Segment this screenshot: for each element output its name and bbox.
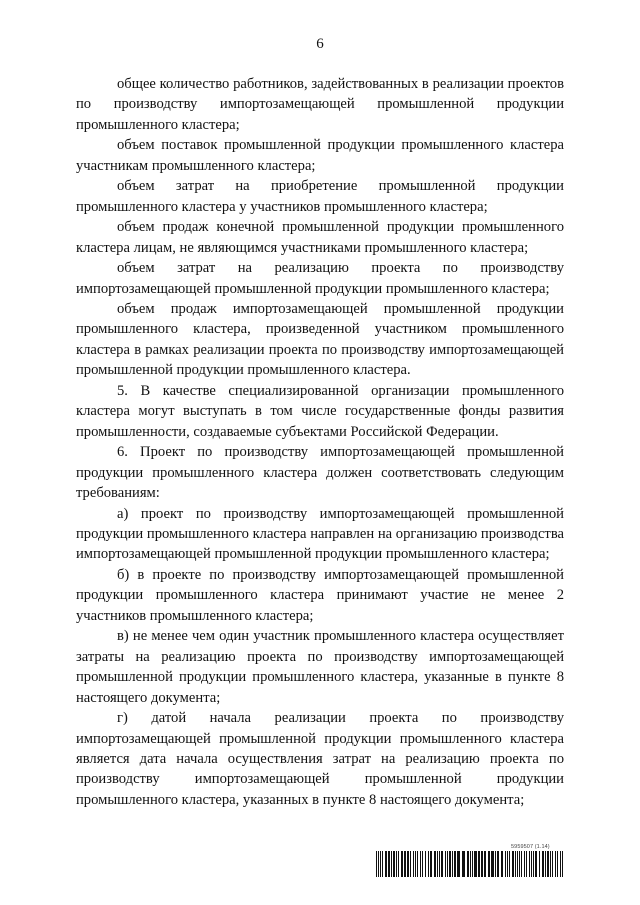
barcode-bar bbox=[539, 851, 540, 877]
barcode-bar bbox=[391, 851, 392, 877]
barcode-bar bbox=[425, 851, 426, 877]
barcode-bar bbox=[417, 851, 418, 877]
barcode-icon bbox=[376, 851, 564, 877]
barcode-bar bbox=[524, 851, 525, 877]
barcode-bar bbox=[474, 851, 477, 877]
barcode-bar bbox=[478, 851, 480, 877]
barcode-bar bbox=[449, 851, 451, 877]
paragraph-project-costs: объем затрат на реализацию проекта по производству импортозамещающей промышленной продукции промышленного кластера; bbox=[76, 260, 564, 297]
barcode-bar bbox=[430, 851, 432, 877]
barcode-bar bbox=[501, 851, 503, 877]
barcode-bar bbox=[521, 851, 522, 877]
document-code: 5959507 (1.14) bbox=[511, 844, 550, 850]
paragraph-item-5: 5. В качестве специализированной организации промышленного кластера могут выступать в том числе государственные фонды развития промышленности, создаваемые субъектами Российской Федерации. bbox=[76, 382, 564, 440]
barcode-bar bbox=[467, 851, 469, 877]
document-body bbox=[76, 74, 564, 810]
barcode-bar bbox=[437, 851, 438, 877]
barcode-bar bbox=[470, 851, 471, 877]
barcode-bar bbox=[560, 851, 561, 877]
paragraph-purchase-costs: объем затрат на приобретение промышленной продукции промышленного кластера у участников промышленного кластера; bbox=[76, 178, 564, 215]
paragraph-item-6: 6. Проект по производству импортозамещающей промышленной продукции промышленного кластера должен соответствовать следующим требованиям: bbox=[76, 444, 564, 502]
barcode-bar bbox=[376, 851, 377, 877]
barcode-bar bbox=[420, 851, 421, 877]
barcode-bar bbox=[439, 851, 440, 877]
barcode-bar bbox=[454, 851, 456, 877]
barcode-bar bbox=[401, 851, 403, 877]
barcode-bar bbox=[484, 851, 486, 877]
barcode-bar bbox=[519, 851, 520, 877]
barcode-bar bbox=[515, 851, 516, 877]
barcode-bar bbox=[410, 851, 411, 877]
barcode-bar bbox=[533, 851, 534, 877]
barcode-bar bbox=[452, 851, 453, 877]
page-number: 6 bbox=[316, 36, 324, 52]
barcode-bar bbox=[562, 851, 563, 877]
barcode-bar bbox=[393, 851, 395, 877]
barcode-bar bbox=[407, 851, 409, 877]
barcode-bar bbox=[531, 851, 532, 877]
barcode-bar bbox=[385, 851, 387, 877]
barcode-bar bbox=[445, 851, 446, 877]
barcode-bar bbox=[547, 851, 549, 877]
paragraph-item-6b: б) в проекте по производству импортозамещающей промышленной продукции промышленного кластера принимают участие не менее 2 участников промышленного кластера; bbox=[76, 566, 564, 624]
barcode-bar bbox=[545, 851, 546, 877]
barcode-bar bbox=[462, 851, 465, 877]
barcode-bar bbox=[415, 851, 416, 877]
paragraph-employees-count: общее количество работников, задействованных в реализации проектов по производству импортозамещающей промышленной продукции промышленного кластера; bbox=[76, 76, 564, 133]
barcode-bar bbox=[535, 851, 537, 877]
barcode-bar bbox=[529, 851, 530, 877]
barcode-bar bbox=[509, 851, 510, 877]
barcode-bar bbox=[481, 851, 483, 877]
barcode-bar bbox=[488, 851, 490, 877]
barcode-bar bbox=[380, 851, 381, 877]
barcode-bar bbox=[447, 851, 448, 877]
barcode-bar bbox=[413, 851, 414, 877]
barcode-bar bbox=[472, 851, 473, 877]
barcode-bar bbox=[542, 851, 544, 877]
paragraph-supply-volume: объем поставок промышленной продукции промышленного кластера участникам промышленного кластера; bbox=[76, 137, 564, 174]
barcode-bar bbox=[497, 851, 499, 877]
barcode-bar bbox=[457, 851, 460, 877]
paragraph-final-sales: объем продаж конечной промышленной продукции промышленного кластера лицам, не являющимся участниками промышленного кластера; bbox=[76, 219, 564, 256]
paragraph-import-substitution-sales: объем продаж импортозамещающей промышленной продукции промышленного кластера, произведенной участником промышленного кластера в рамках реализации проекта по производству импортозамещающей промышленной продукции промышленного кластера. bbox=[76, 300, 564, 379]
barcode-bar bbox=[428, 851, 429, 877]
barcode-bar bbox=[526, 851, 527, 877]
barcode-bar bbox=[398, 851, 399, 877]
barcode-bar bbox=[491, 851, 494, 877]
barcode-bar bbox=[388, 851, 390, 877]
barcode-bar bbox=[396, 851, 397, 877]
paragraph-item-6a: а) проект по производству импортозамещающей промышленной продукции промышленного кластера направлен на организацию производства импортозамещающей промышленной продукции промышленного кластера; bbox=[76, 505, 564, 563]
barcode-bar bbox=[552, 851, 553, 877]
barcode-bar bbox=[441, 851, 443, 877]
barcode-bar bbox=[404, 851, 406, 877]
barcode-bar bbox=[495, 851, 496, 877]
barcode-bar bbox=[378, 851, 379, 877]
barcode-bar bbox=[422, 851, 423, 877]
barcode-bar bbox=[512, 851, 514, 877]
barcode-bar bbox=[555, 851, 556, 877]
barcode-bar bbox=[505, 851, 506, 877]
barcode-bar bbox=[517, 851, 518, 877]
barcode-bar bbox=[434, 851, 436, 877]
barcode-bar bbox=[507, 851, 508, 877]
barcode-bar bbox=[550, 851, 551, 877]
paragraph-item-6v: в) не менее чем один участник промышленного кластера осуществляет затраты на реализацию проекта по производству импортозамещающей промышленной продукции промышленного кластера, указанные в пункте 8 настоящего документа; bbox=[76, 628, 564, 706]
paragraph-item-6g: г) датой начала реализации проекта по производству импортозамещающей промышленной продукции промышленного кластера является дата начала осуществления затрат на реализацию проекта по производству импортозамещающей промышленной продукции промышленного кластера, указанных в пункте 8 настоящего документа; bbox=[76, 710, 564, 808]
barcode-bar bbox=[382, 851, 383, 877]
barcode-bar bbox=[557, 851, 558, 877]
